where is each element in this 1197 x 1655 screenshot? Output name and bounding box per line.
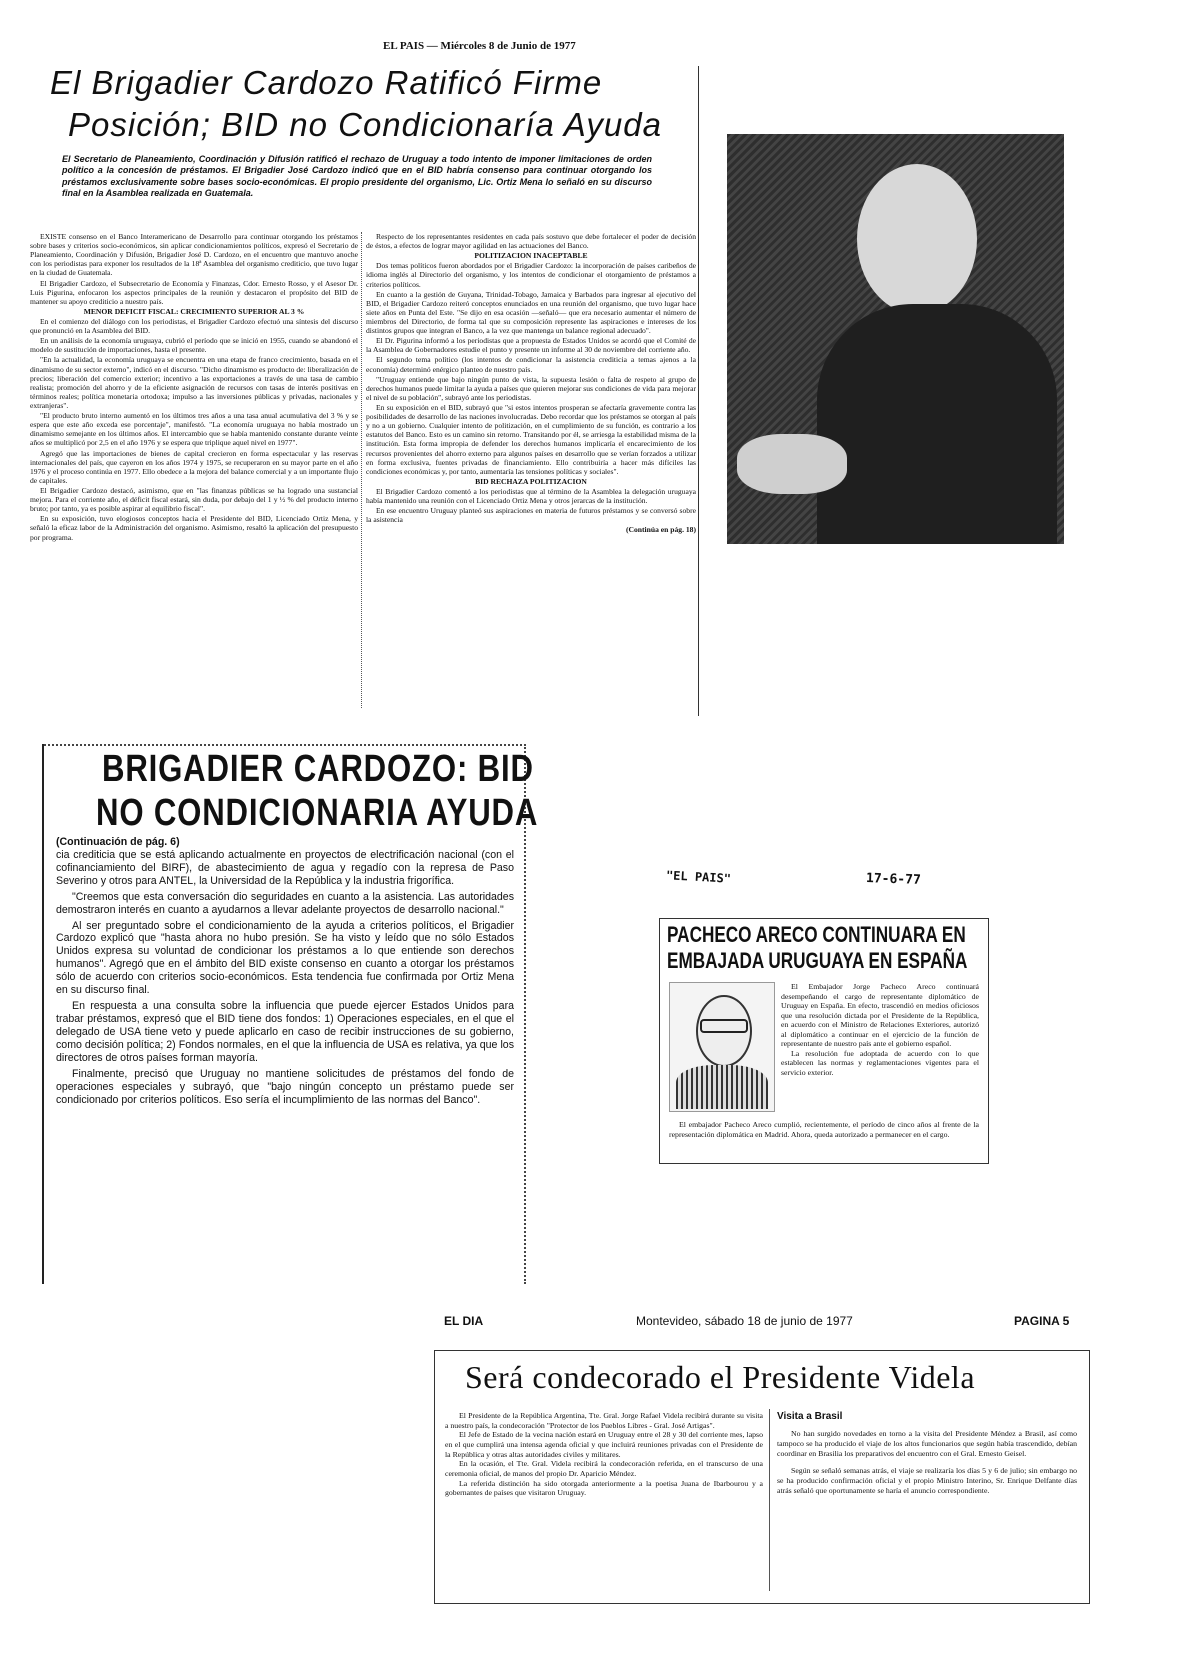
paragraph: Finalmente, precisó que Uruguay no mantiene solicitudes de préstamos del fondo de operaciones especiales y subrayó, que "bajo ningún concepto un préstamo puede ser condicionado por criterios políticos. Eso sería el incumplimiento de las normas del Banco". <box>56 1067 514 1106</box>
article-2-body <box>56 836 514 1106</box>
paragraph: El Brigadier Cardozo comentó a los periodistas que al término de la Asamblea la delegación uruguaya había mantenido una reunión con el Licenciado Ortiz Mena y otros jerarcas de la institución. <box>366 486 696 506</box>
article-column-2 <box>366 232 696 535</box>
article-2-clipping <box>42 744 539 1284</box>
paragraph: En su exposición, tuvo elogiosos conceptos hacia el Presidente del BID, Licenciado Ortiz Mena, y señaló la eficaz labor de la Administración del organismo. Asimismo, resaltó la aplicación del presupuesto por programa. <box>30 514 358 542</box>
paragraph: "Uruguay entiende que bajo ningún punto de vista, la supuesta lesión o falta de respeto al grupo de derechos humanos puede limitar la ayuda a países que quieren mejorar sus condiciones de vida para mejorar el nivel de su población", subrayó ante los periodistas. <box>366 374 696 402</box>
paragraph: Según se señaló semanas atrás, el viaje se realizaría los días 5 y 6 de julio; sin embargo no se ha producido confirmación oficial y el propio Ministro Interino, Sr. Enrique Delfante días atrás señaló que oportunamente se haría el anuncio correspondiente. <box>777 1466 1077 1495</box>
portrait-glasses <box>700 1019 748 1033</box>
article-1-clipping <box>28 36 700 726</box>
paragraph: La referida distinción ha sido otorgada anteriormente a la poetisa Juana de Ibarbourou y a gobernantes de países que visitaron Uruguay. <box>445 1478 763 1498</box>
paragraph: En el comienzo del diálogo con los periodistas, el Brigadier Cardozo efectuó una síntesis del discurso que pronunció en la Asamblea del BID. <box>30 316 358 336</box>
paragraph: "En la actualidad, la economía uruguaya se encuentra en una etapa de franco crecimiento, basada en el dinamismo de su sector externo", indicó en el discurso. "Dicho dinamismo es producto de: liberalización de precios; liberación del comercio exterior; incentivo a las exportaciones a través de una tasa de cambio realista; promoción del ahorro y de la eficiente asignación de recursos con tasas de interés positivas en términos reales; política monetaria ortodoxa; impulso a las inversiones públicas y privadas, nacionales y extranjeras". <box>30 355 358 410</box>
clipping-border-right <box>698 66 699 716</box>
paragraph: No han surgido novedades en torno a la visita del Presidente Méndez a Brasil, así como tampoco se ha producido el viaje de los altos funcionarios que según había trascendido, debían coordinar en Brasilia los preparativos del encuentro con el Gral. Ernesto Geisel. <box>777 1429 1077 1458</box>
el-dia-masthead-left: EL DIA <box>444 1314 484 1328</box>
handwritten-source-note: "EL PAIS" <box>665 868 732 886</box>
article-3-clipping <box>659 918 989 1164</box>
headline-line-2: EMBAJADA URUGUAYA EN ESPAÑA <box>667 948 968 973</box>
paragraph: En la ocasión, el Tte. Gral. Videla recibirá la condecoración referida, en el transcurso de una ceremonia oficial, de manos del propio Dr. Aparicio Méndez. <box>445 1459 763 1478</box>
subheading: POLITIZACION INACEPTABLE <box>474 251 588 261</box>
headline-line-2: Posición; BID no Condicionaría Ayuda <box>68 106 662 143</box>
headline-line-1: BRIGADIER CARDOZO: BID <box>102 748 534 790</box>
article-column-1 <box>30 232 358 543</box>
paragraph: "El producto bruto interno aumentó en los últimos tres años a una tasa anual acumulativa del 3 % y se espera que este año exceda ese porcentaje", manifestó. "La economía uruguaya no había mostrado un dinamismo semejante en los últimos años. El intercambio que se había mantenido constante durante veinte años se multiplicó por 2,5 en el año 1976 y se espera que triplique aquel nivel en 1977". <box>30 411 358 448</box>
portrait-photo-cardozo <box>727 134 1064 544</box>
article-3-body-bottom <box>669 1120 979 1139</box>
paragraph: El Dr. Pigurina informó a los periodistas que a propuesta de Estados Unidos se acordó que el Comité de la Asamblea de Gobernadores estudie el punto y presente un informe al 30 de noviembre del corriente año. <box>366 336 696 355</box>
paragraph: En un análisis de la economía uruguaya, cubrió el período que se inició en 1955, cuando se abandonó el modelo de sustitución de importaciones, hasta el presente. <box>30 336 358 355</box>
headline-line-1: PACHECO ARECO CONTINUARA EN <box>667 922 966 947</box>
paragraph: En respuesta a una consulta sobre la influencia que puede ejercer Estados Unidos para trabar préstamos, expresó que el BID tiene dos fondos: 1) Operaciones especiales, en el que el delegado de USA tiene veto y puede aplicarlo en caso de recibir instrucciones de su gobierno, como decisión política; 2) Fondos normales, en el que la influencia de USA es relativa, ya que los directores de otros países forman mayoría. <box>56 1000 514 1064</box>
subheading: Visita a Brasil <box>777 1411 843 1422</box>
paragraph: Dos temas políticos fueron abordados por el Brigadier Cardozo: la incorporación de países caribeños de idioma inglés al Directorio del organismo, y los intentos de condicionar el otorgamiento de préstamos a criterios políticos. <box>366 261 696 289</box>
paragraph: "Creemos que esta conversación dio seguridades en cuanto a la asistencia. Las autoridades demostraron interés en cuanto a ayudarnos a llevar adelante proyectos de desarrollo nacional." <box>56 890 514 916</box>
article-4-column-1 <box>445 1411 763 1498</box>
photo-suit <box>817 304 1057 544</box>
column-divider <box>769 1409 770 1591</box>
photo-hand <box>737 434 847 494</box>
article-4-column-2 <box>777 1411 1077 1495</box>
photo-face <box>857 164 977 314</box>
masthead-el-pais: EL PAIS — Miércoles 8 de Junio de 1977 <box>383 40 576 52</box>
paragraph: Respecto de los representantes residentes en cada país sostuvo que debe fortalecer el poder de decisión de éstos, a efectos de lograr mayor agilidad en las actuaciones del Banco. <box>366 232 696 251</box>
paragraph: El Brigadier Cardozo destacó, asimismo, que en "las finanzas públicas se ha logrado una sustancial mejora. Para el corriente año, el déficit fiscal estará, sin duda, por debajo del 1 y ½ % del producto interno bruto; por tanto, ya es posible aspirar al equilibrio fiscal". <box>30 485 358 514</box>
paragraph: El Embajador Jorge Pacheco Areco continuará desempeñando el cargo de representante diplomático de Uruguay en España. En efecto, trascendió en medios oficiosos que una resolución dictada por el Presidente de la República, en acuerdo con el Ministro de Relaciones Exteriores, autorizó al diplomático a continuar en el ejercicio de la función de representante de nuestro país ante el gobierno español. <box>781 982 979 1048</box>
paragraph: El segundo tema político (los intentos de condicionar la asistencia crediticia a temas ajenos a la economía) determinó enérgico planteo de nuestro país. <box>366 355 696 374</box>
subheading: BID RECHAZA POLITIZACION <box>475 476 587 486</box>
handwritten-date-note: 17-6-77 <box>865 871 922 888</box>
article-4-clipping <box>434 1350 1090 1604</box>
subheading: MENOR DEFICIT FISCAL: CRECIMIENTO SUPERIOR AL 3 % <box>83 306 305 316</box>
portrait-pacheco-areco <box>669 982 775 1112</box>
paragraph: El Presidente de la República Argentina, Tte. Gral. Jorge Rafael Videla recibirá durante su visita a nuestro país, la condecoración "Protector de los Pueblos Libres - Gral. José Artigas". <box>445 1411 763 1430</box>
headline-line-2: NO CONDICIONARIA AYUDA <box>96 792 539 834</box>
column-divider <box>361 232 362 708</box>
continuation-note: (Continuación de pág. 6) <box>56 836 180 848</box>
paragraph: La resolución fue adoptada de acuerdo con lo que establecen las normas y reglamentaciones vigentes para el servicio exterior. <box>781 1048 979 1077</box>
paragraph: El embajador Pacheco Areco cumplió, recientemente, el período de cinco años al frente de la representación diplomática en Madrid. Ahora, queda autorizado a permanecer en el cargo. <box>669 1120 979 1139</box>
article-lead: El Secretario de Planeamiento, Coordinación y Difusión ratificó el rechazo de Uruguay a todo intento de imponer limitaciones de orden político a la concesión de préstamos. El Brigadier José Cardozo indicó que en el BID habría consenso para continuar otorgando los préstamos exclusivamente sobre bases socio-económicas. El propio presidente del organismo, Lic. Ortiz Mena lo señaló en su discurso final en la Asamblea realizada en Guatemala. <box>62 154 652 198</box>
article-2-top-border <box>44 744 522 746</box>
headline-line-1: El Brigadier Cardozo Ratificó Firme <box>50 64 603 101</box>
continuation-note: (Continúa en pág. 18) <box>625 525 696 535</box>
paragraph: En ese encuentro Uruguay planteó sus aspiraciones en materia de futuros préstamos y se conversó sobre la asistencia <box>366 506 696 525</box>
paragraph: Agregó que las importaciones de bienes de capital crecieron en forma espectacular y las reservas internacionales del país, que cayeron en los años 1974 y 1975, se recuperaron en su mayor parte en el año 1976 y el proceso continúa en 1977. Ello obedece a la mejora del balance comercial y a un importante flujo de capitales. <box>30 448 358 485</box>
el-dia-masthead-center: Montevideo, sábado 18 de junio de 1977 <box>636 1314 853 1328</box>
paragraph: El Brigadier Cardozo, el Subsecretario de Economía y Finanzas, Cdor. Ernesto Rosso, y el Asesor Dr. Luis Pigurina, enfocaron los aspectos principales de la reunión y destacaron el propósito del BID de mantener su apoyo crediticio a nuestro país. <box>30 278 358 306</box>
paragraph: En cuanto a la gestión de Guyana, Trinidad-Tobago, Jamaica y Barbados para ingresar al ejecutivo del BID, el Brigadier Cardozo reiteró conceptos enunciados en una reunión del organismo, que tuvo lugar hace siete años en Punta del Este. "Se dijo en esa ocasión —señaló— que era necesario aumentar el número de miembros del Directorio, de forma tal que su composición represente las aspiraciones e intereses de los distintos grupos que integran el Banco, a la vez que mantenga un balance regional adecuado". <box>366 289 696 336</box>
paragraph: El Jefe de Estado de la vecina nación estará en Uruguay entre el 28 y 30 del corriente mes, lapso en el que cumplirá una intensa agenda oficial y que incluirá reuniones privadas con el Presidente de la República y otras altas autoridades civiles y militares. <box>445 1430 763 1459</box>
paragraph: Al ser preguntado sobre el condicionamiento de la ayuda a criterios políticos, el Brigadier Cardozo explicó que "hasta ahora no hubo presión. Se ha visto y leído que no sólo Estados Unidos expresa su voluntad de condicionar los préstamos a lo que entiende son derechos humanos". Agregó que en el ámbito del BID existe consenso en cuanto a otorgar los préstamos sólo de acuerdo con criterios socio-económicos. Esta tendencia fue confirmada por Ortiz Mena en su discurso final. <box>56 919 514 997</box>
el-dia-masthead-right: PAGINA 5 <box>1014 1314 1070 1328</box>
headline: Será condecorado el Presidente Videla <box>465 1359 976 1395</box>
portrait-shoulders <box>676 1065 768 1109</box>
paragraph: En su exposición en el BID, subrayó que "si estos intentos prosperan se afectaría gravemente contra las posibilidades de desarrollo de las naciones involucradas. Debo recordar que los préstamos se otorgan al país y no a un gobierno. Cualquier intento de politización, en el cumplimiento de su función, es contrario a los estatutos del Banco. Esto es un camino sin retorno. Transitando por él, se arriesga la estabilidad misma de la institución. Esta forma impropia de defender los derechos humanos implicaría el encarecimiento de los recursos provenientes del ahorro externo para algunos países en desarrollo que se verían forzados a utilizar en forma exclusiva, fuentes privadas de financiamiento. Ello contribuiría a hacer más difíciles las condiciones económicas y, por tanto, aumentaría las tensiones políticas y sociales". <box>366 402 696 476</box>
paragraph: cia crediticia que se está aplicando actualmente en proyectos de electrificación nacional (con el cofinanciamiento del BIRF), de abastecimiento de agua y regadío con la represa de Paso Severino y otros para ANTEL, la Universidad de la República y la industria frigorífica. <box>56 848 514 887</box>
paragraph: EXISTE consenso en el Banco Interamericano de Desarrollo para continuar otorgando los préstamos sobre bases y criterios socio-económicos, sin aplicar condicionamientos políticos, expresó el Secretario de Planeamiento, Coordinación y Difusión, Brigadier José D. Cardozo, en el encuentro que mantuvo anoche con los periodistas para exponer los resultados de la 18ª Asamblea del organismo crediticio, que tuvo lugar en la ciudad de Guatemala. <box>30 232 358 278</box>
article-3-body <box>781 982 979 1077</box>
